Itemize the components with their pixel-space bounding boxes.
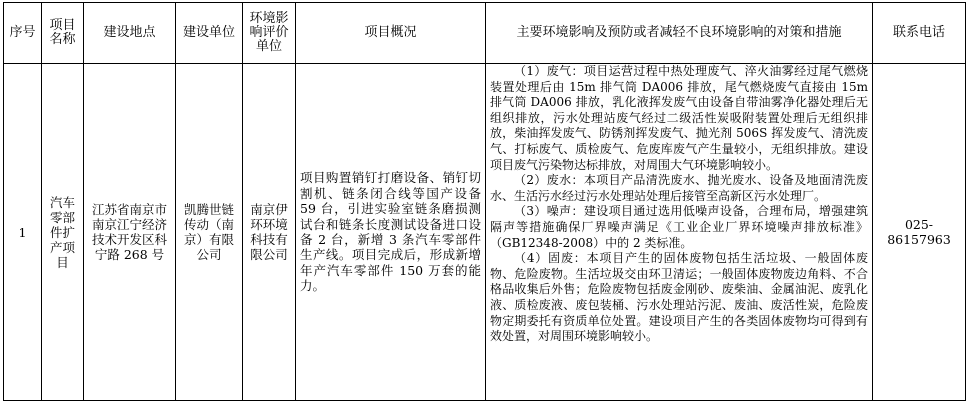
cell-construction-unit: 凯腾世链传动（南京）有限公司 xyxy=(176,64,243,401)
cell-project-summary: 项目购置销钉打磨设备、销钉切割机、链条闭合线等国产设备 59 台，引进实验室链条磨损测试台和链条长度测试设备进口设备 2 台，新增 3 条汽车零部件生产线。项目完成后，形成新增年产汽车零部件 150 万套的能力。 xyxy=(296,64,486,401)
cell-measures xyxy=(486,64,873,401)
header-eia-unit: 环境影响评价单位 xyxy=(243,3,296,64)
measure-solid-waste: （4）固废：本项目产生的固体废物包括生活垃圾、一般固体废物、危险废物。生活垃圾交由环卫清运；一般固体废物废边角料、不合格品收集后外售；危险废物包括废金刚砂、废柴油、金属油泥、废乳化液、质检废液、废包装桶、污水处理站污泥、废油、废活性炭，危险废物定期委托有资质单位处置。建设项目产生的各类固体废物均可得到有效处置，对周围环境影响较小。 xyxy=(490,251,868,344)
header-project-name: 项目名称 xyxy=(42,3,84,64)
cell-seq: 1 xyxy=(4,64,42,401)
measure-noise: （3）噪声：建设项目通过选用低噪声设备，合理布局，增强建筑隔声等措施确保厂界噪声满足《工业企业厂界环境噪声排放标准》（GB12348-2008）中的 2 类标准。 xyxy=(490,204,868,250)
header-measures: 主要环境影响及预防或者减轻不良环境影响的对策和措施 xyxy=(486,3,873,64)
measure-waste-water: （2）废水：本项目产品清洗废水、抛光废水、设备及地面清洗废水、生活污水经过污水处理站处理后接管至高新区污水处理厂。 xyxy=(490,173,868,203)
cell-phone: 025-86157963 xyxy=(873,64,966,401)
cell-project-name: 汽车零部件扩产项目 xyxy=(42,64,84,401)
header-row xyxy=(4,3,966,64)
cell-location: 江苏省南京市南京江宁经济技术开发区科宁路 268 号 xyxy=(84,64,176,401)
header-seq: 序号 xyxy=(4,3,42,64)
table-row xyxy=(4,64,966,401)
header-project-summary: 项目概况 xyxy=(296,3,486,64)
header-location: 建设地点 xyxy=(84,3,176,64)
cell-eia-unit: 南京伊环环境科技有限公司 xyxy=(243,64,296,401)
header-phone: 联系电话 xyxy=(873,3,966,64)
project-table xyxy=(3,2,966,401)
header-construction-unit: 建设单位 xyxy=(176,3,243,64)
measure-waste-gas: （1）废气：项目运营过程中热处理废气、淬火油雾经过尾气燃烧装置处理后由 15m 排气筒 DA006 排放，尾气燃烧废气直接由 15m 排气筒 DA006 排放，乳化液挥发废气由设备自带油雾净化器处理后无组织排放，污水处理站废气经过二级活性炭吸附装置处理后无组织排放，柴油挥发废气、防锈剂挥发废气、抛光剂 506S 挥发废气、清洗废气、打标废气、质检废气、危废库废气产生量较小，无组织排放。建设项目废气污染物达标排放，对周围大气环境影响较小。 xyxy=(490,64,868,172)
